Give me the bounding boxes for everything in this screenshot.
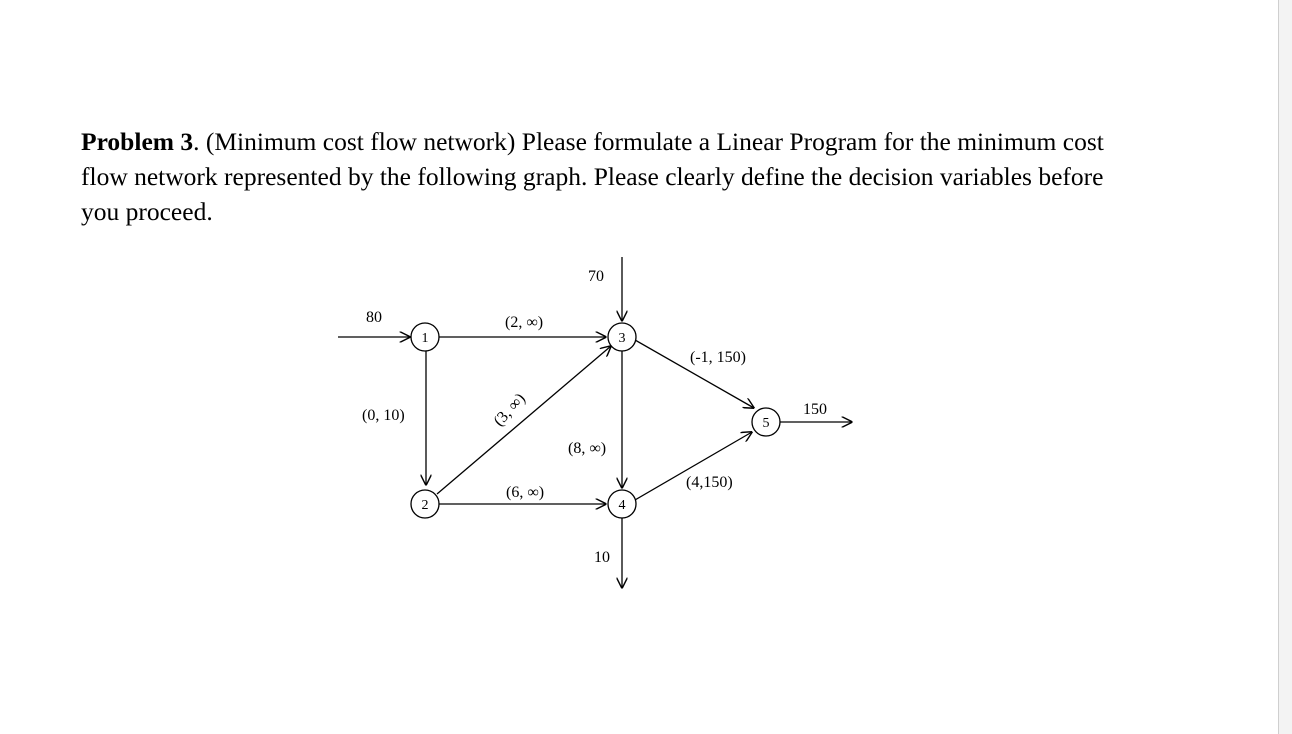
edge-label-1-2: (0, 10)	[362, 407, 405, 424]
supply-label-3: 70	[588, 268, 604, 285]
edge-label-3-4: (8, ∞)	[568, 440, 607, 457]
node-5-label: 5	[762, 416, 770, 431]
node-3	[608, 323, 636, 351]
node-1-label: 1	[421, 331, 429, 346]
edge-label-4-5: (4,150)	[686, 474, 733, 491]
window-right-edge	[1278, 0, 1292, 734]
demand-label-5: 150	[803, 401, 827, 418]
supply-label-1: 80	[366, 309, 382, 326]
problem-text: . (Minimum cost flow network) Please formulate a Linear Program for the minimum cost flow network represented by the following graph. Please clearly define the decision variables before you proceed.	[81, 127, 1104, 226]
edge-label-1-3: (2, ∞)	[505, 314, 544, 331]
node-5	[752, 408, 780, 436]
node-3-label: 3	[618, 331, 626, 346]
node-2-label: 2	[421, 498, 429, 513]
problem-label: Problem 3	[81, 127, 194, 156]
edge-label-2-3: (3, ∞)	[490, 390, 529, 430]
edge-2-3	[437, 346, 611, 494]
node-4-label: 4	[618, 498, 626, 513]
node-4	[608, 490, 636, 518]
edge-label-2-4: (6, ∞)	[506, 484, 545, 501]
edge-label-3-5: (-1, 150)	[690, 349, 746, 366]
demand-label-4: 10	[594, 549, 610, 566]
node-1	[411, 323, 439, 351]
node-2	[411, 490, 439, 518]
